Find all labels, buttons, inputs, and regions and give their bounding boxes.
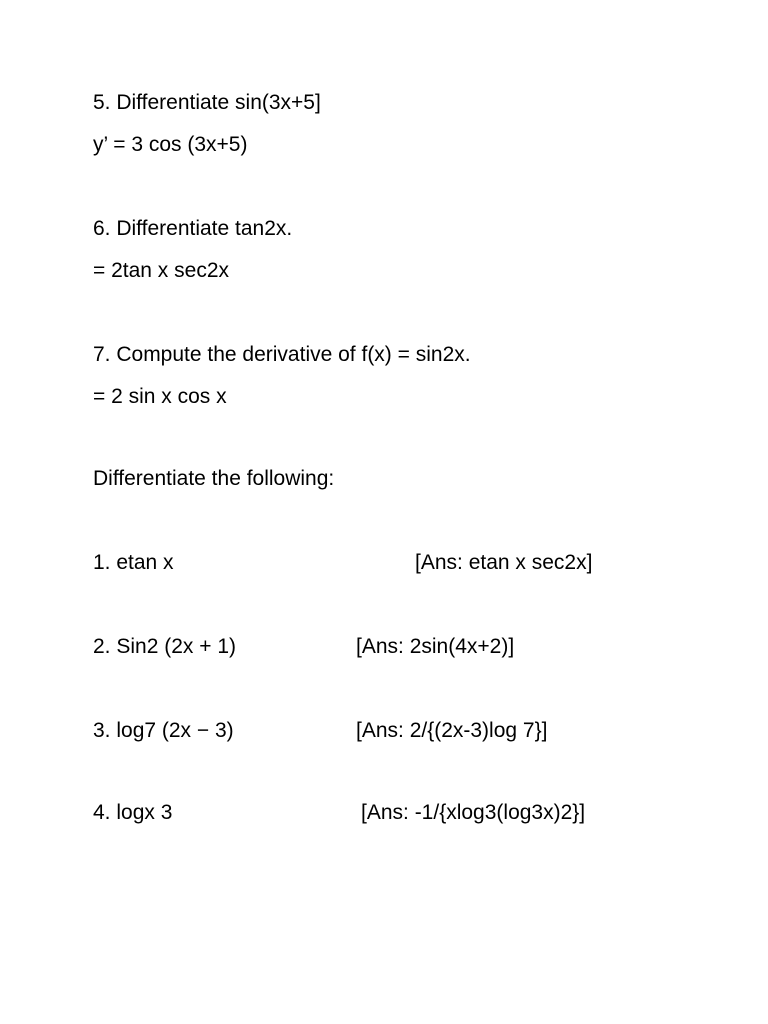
exercise-3-answer: [Ans: 2/{(2x-3)log 7}] bbox=[356, 719, 548, 742]
answer-5: y’ = 3 cos (3x+5) bbox=[93, 133, 248, 156]
exercise-3-problem: 3. log7 (2x − 3) bbox=[93, 719, 234, 742]
exercise-heading: Differentiate the following: bbox=[93, 467, 335, 490]
answer-7: = 2 sin x cos x bbox=[93, 385, 227, 408]
exercise-4-answer: [Ans: -1/{xlog3(log3x)2}] bbox=[361, 801, 586, 824]
exercise-1-answer: [Ans: etan x sec2x] bbox=[415, 551, 593, 574]
answer-6: = 2tan x sec2x bbox=[93, 259, 229, 282]
exercise-2-problem: 2. Sin2 (2x + 1) bbox=[93, 635, 236, 658]
question-6: 6. Differentiate tan2x. bbox=[93, 217, 293, 240]
question-7: 7. Compute the derivative of f(x) = sin2x. bbox=[93, 343, 471, 366]
exercise-4-problem: 4. logx 3 bbox=[93, 801, 173, 824]
exercise-2-answer: [Ans: 2sin(4x+2)] bbox=[356, 635, 515, 658]
exercise-1-problem: 1. etan x bbox=[93, 551, 174, 574]
question-5: 5. Differentiate sin(3x+5] bbox=[93, 91, 321, 114]
